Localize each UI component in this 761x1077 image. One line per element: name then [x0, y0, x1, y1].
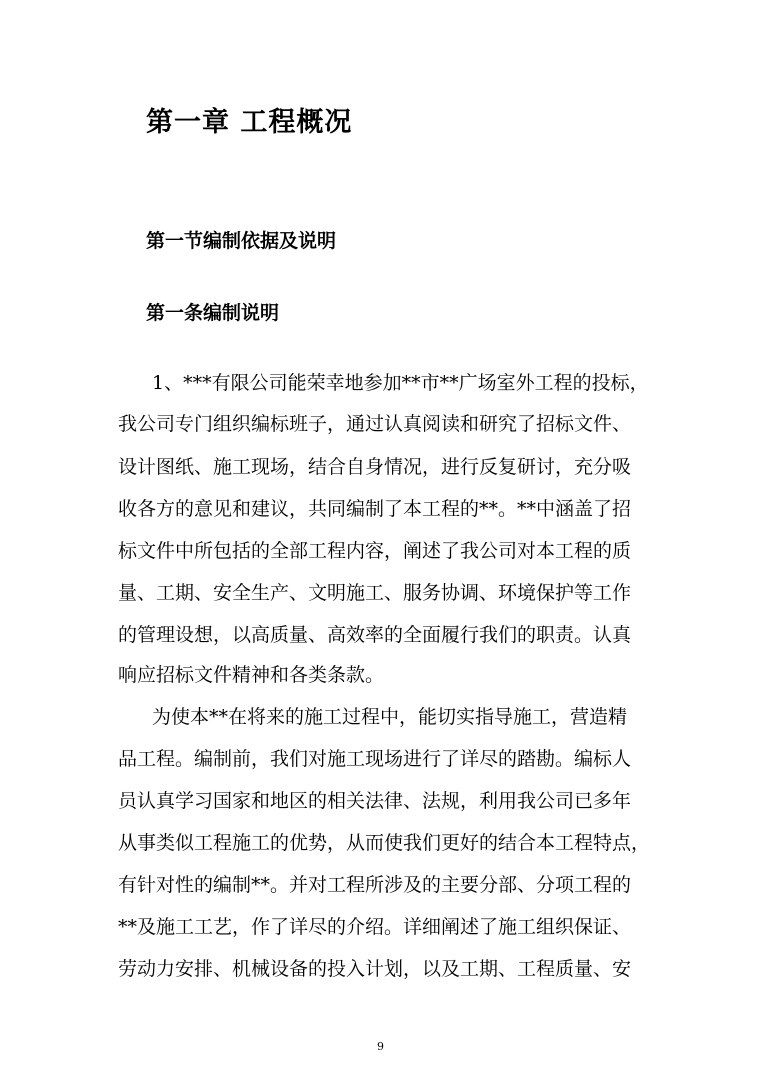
paragraph-line: 为使本**在将来的施工过程中，能切实指导施工，营造精 [152, 706, 628, 728]
paragraph-line: 员认真学习国家和地区的相关法律、法规，利用我公司已多年 [118, 790, 632, 812]
chapter-title: 第一章 工程概况 [146, 107, 353, 138]
paragraph-line: 标文件中所包括的全部工程内容，阐述了我公司对本工程的质 [118, 540, 632, 562]
paragraph-line: 量、工期、安全生产、文明施工、服务协调、环境保护等工作 [118, 582, 632, 604]
article-title: 第一条编制说明 [146, 302, 280, 324]
paragraph-line: 设计图纸、施工现场，结合自身情况，进行反复研讨，充分吸 [118, 456, 632, 478]
paragraph-line: 从事类似工程施工的优势，从而使我们更好的结合本工程特点， [118, 832, 651, 854]
paragraph-line: 劳动力安排、机械设备的投入计划，以及工期、工程质量、安 [118, 958, 632, 980]
paragraph-line: 品工程。编制前，我们对施工现场进行了详尽的踏勘。编标人 [118, 748, 632, 770]
paragraph-line: 有针对性的编制**。并对工程所涉及的主要分部、分项工程的 [118, 874, 632, 896]
paragraph-line: 我公司专门组织编标班子，通过认真阅读和研究了招标文件、 [118, 413, 632, 435]
paragraph-line: 收各方的意见和建议，共同编制了本工程的**。**中涵盖了招 [118, 498, 632, 520]
paragraph-line: 响应招标文件精神和各类条款。 [118, 664, 385, 686]
page-number: 9 [377, 1040, 384, 1053]
section-title: 第一节编制依据及说明 [146, 230, 337, 252]
paragraph-line: 1、***有限公司能荣幸地参加**市**广场室外工程的投标， [152, 372, 649, 394]
paragraph-line: **及施工工艺，作了详尽的介绍。详细阐述了施工组织保证、 [118, 916, 632, 938]
paragraph-line: 的管理设想，以高质量、高效率的全面履行我们的职责。认真 [118, 624, 632, 646]
